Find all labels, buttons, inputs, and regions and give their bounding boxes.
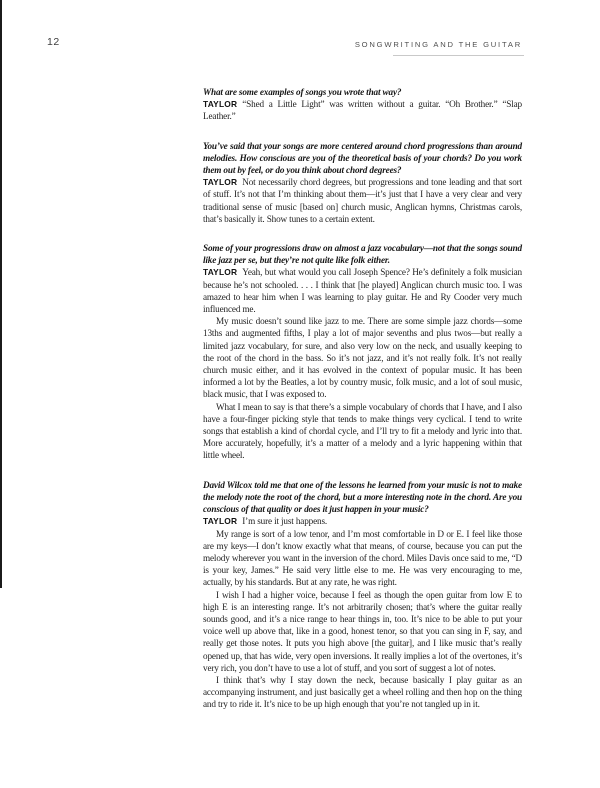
answer-text: I’m sure it just happens. [242,516,328,527]
running-head: SONGWRITING AND THE GUITAR [354,40,522,49]
interview-answer: What I mean to say is that there’s a simple vocabulary of chords that I have, and I also have a four-finger picking style that tends to make things very cyclical. I tend to write songs that establish a kind of chordal cycle, and I’ll try to fit a melody and lyric into that. More accurately, hopefully, it’s a matter of a melody and a lyric happening within that little wheel. [203,401,522,461]
running-head-rule [393,55,524,56]
answer-text: Not necessarily chord degrees, but progressions and tone leading and that sort of stuff. It’s not that I’m thinking about them—it’s just that I have a very clear and very traditional sense of music [based on] church music, Anglican hymns, Christmas carols, that’s basically it. Show tunes to a certain extent. [203,177,522,224]
speaker-label: TAYLOR [203,516,238,527]
qa-block [203,479,522,711]
interview-question: David Wilcox told me that one of the lessons he learned from your music is not to make the melody note the root of the chord, but a more interesting note in the chord. Are you conscious of that quality or does it just happen in your music? [203,479,522,515]
page-number: 12 [47,36,60,48]
qa-block [203,242,522,462]
interview-question: What are some examples of songs you wrote that way? [203,87,402,97]
speaker-label: TAYLOR [203,99,238,110]
speaker-label: TAYLOR [203,177,238,188]
interview-answer: My music doesn’t sound like jazz to me. There are some simple jazz chords—some 13ths and augmented fifths, I play a lot of major sevenths and plus twos—but really a limited jazz vocabulary, for sure, and also very low on the neck, and usually keeping to the root of the chord in the bass. So it’s not jazz, and it’s not really folk. It’s not really church music either, and it has evolved in the context of popular music. It has been informed a lot by the Beatles, a lot by country music, folk music, and a lot of soul music, black music, that I was exposed to. [203,316,522,400]
interview-question: Some of your progressions draw on almost a jazz vocabulary—not that the songs sound like jazz per se, but they’re not quite like folk either. [203,243,522,266]
interview-question: You’ve said that your songs are more centered around chord progressions than around melodies. How conscious are you of the theoretical basis of your chords? Do you work them out by feel, or do you think about chord degrees? [203,140,522,176]
interview-answer: I think that’s why I stay down the neck, because basically I play guitar as an accompanying instrument, and just basically get a wheel rolling and then hop on the thing and try to ride it. It’s nice to be up high enough that you’re not tangled up in it. [203,674,522,710]
scan-edge-line [0,0,2,588]
interview-answer [203,515,522,527]
interview-answer: I wish I had a higher voice, because I feel as though the open guitar from low E to high E is an interesting range. It’s not arbitrarily chosen; that’s where the guitar really sounds good, and it’s a nice range to hear things in, too. It’s nice to be able to put your voice well up above that, like in a good, honest tenor, so that you can sing in F, say, and really get those notes. It puts you high above [the guitar], and I like music that’s really opened up, that has wide, very open inversions. It really implies a lot of the overtones, it’s very rich, you don’t have to use a lot of stuff, and you sort of suggest a lot of notes. [203,589,522,673]
interview-text-block [203,86,522,711]
answer-text: “Shed a Little Light” was written without a guitar. “Oh Brother.” “Slap Leather.” [203,99,522,122]
interview-answer [203,176,522,225]
interview-answer: My range is sort of a low tenor, and I’m most comfortable in D or E. I feel like those are my keys—I don’t know exactly what that means, of course, because you can put the melody wherever you want in the inversion of the chord. Miles Davis once said to me, “D is your key, James.” He said very little else to me. He was very encouraging to me, actually, by his standards. But at any rate, he was right. [203,528,522,588]
speaker-label: TAYLOR [203,267,238,278]
qa-block [203,86,522,123]
qa-block [203,140,522,225]
interview-answer [203,266,522,315]
answer-text: Yeah, but what would you call Joseph Spence? He’s definitely a folk musician because he’s not schooled. . . . I think that [he played] Anglican church music too. I was amazed to hear him when I was learning to play guitar. He and Ry Cooder very much influenced me. [203,267,522,315]
interview-answer [203,98,522,122]
